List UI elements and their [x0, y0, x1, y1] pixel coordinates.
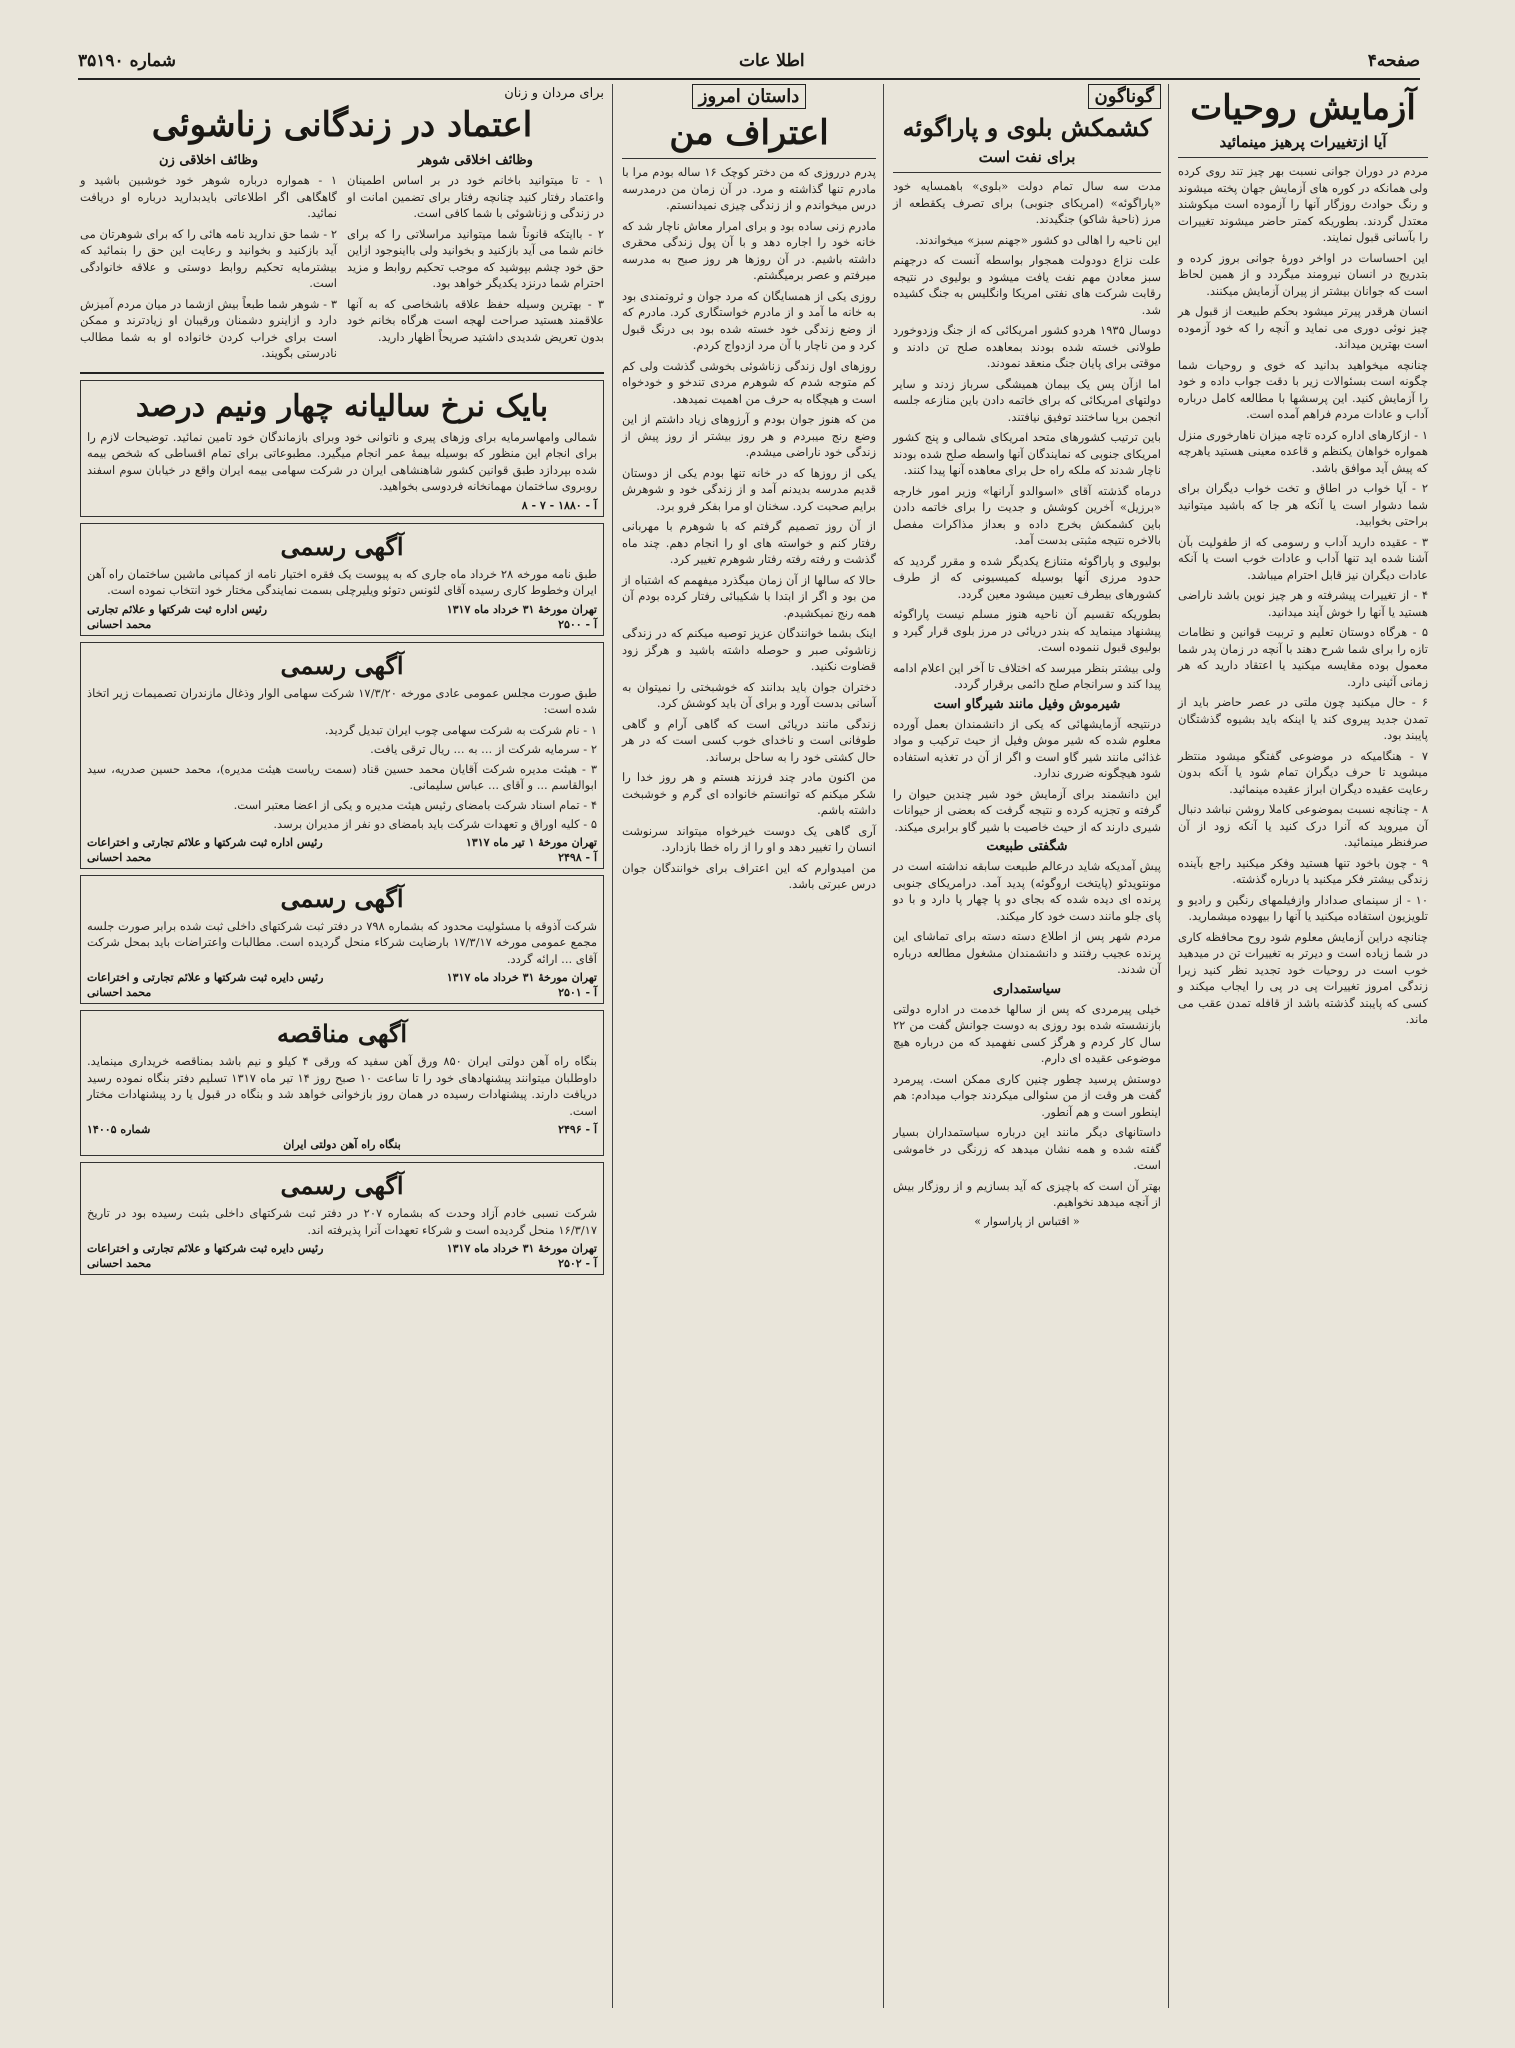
subhead-psychology: آیا ازتغییرات پرهیز مینمائید: [1219, 133, 1387, 151]
paragraph: چنانچه دراین آزمایش معلوم شود روح محافظه کاری در شما زیاده است و دیرتر به تغییرات تن در میدهید خوب است در روحیات خود تجدید نظر کنید زیرا زندگی امروز تغییرات پی در پی را ایجاب میکند و کسی که پایبند گذشته باشد از قافله تمدن عقب می ماند.: [1178, 929, 1428, 1026]
question: ۱ - ازکارهای اداره کرده تاچه میزان ناهارخوری منزل همواره خواهان یکنظم و قاعده معینی هستید یاهرچه که پیش آید موافق باشد.: [1178, 427, 1428, 475]
paragraph: مردم در دوران جوانی نسبت بهر چیز تند روی کرده ولی همانکه در کوره های آزمایش جهان پخته میشوند و رنگ حوادث روزگار آنها را آزموده است میکوشند معتدل گردند. بطوریکه کمتر حاضر میشوند تغییرات را بآسانی قبول نمایند.: [1178, 164, 1428, 244]
subhead-milk: شیرموش وفیل مانند شیرگاو است: [933, 696, 1121, 712]
notice-item: ۱ - نام شرکت به شرکت سهامی چوب ایران تبدیل گردید.: [324, 722, 597, 737]
notice-title: آگهی رسمی: [280, 1171, 404, 1200]
notice-signer: محمد احسانی: [87, 986, 152, 999]
paragraph: حالا که سالها از آن زمان میگذرد میفهمم که اشتباه از من بود و اگر از ابتدا با شکیبائی رفتار کرده بودم آن همه رنج نمیکشیدم.: [622, 572, 876, 620]
notice-signer: محمد احسانی: [87, 617, 152, 631]
notice-item: ۲ - سرمایه شرکت از ... به ... ریال ترقی یافت.: [370, 742, 597, 756]
paragraph: روزی یکی از همسایگان که مرد جوان و ثروتمندی بود به خانه ما آمد و از مادرم خواستگاری کرد. مادرم که از وضع زندگی خود خسته شده بود بی درنگ قبول کرد و من ناچار با آن مرد ازدواج کردم.: [622, 288, 876, 352]
notice-item: ۳ - هیئت مدیره شرکت آقایان محمد حسین قناد (سمت ریاست هیئت مدیره)، محمد حسین صدریه، سید ابوالقاسم ... و آقای ... عباس سلیمانی.: [87, 761, 597, 792]
top-rule: [78, 78, 1420, 80]
page-number: صفحه۴: [1367, 51, 1420, 71]
notice-date: تهران مورخهٔ ۳۱ خرداد ماه ۱۳۱۷: [446, 971, 597, 984]
question: ۷ - هنگامیکه در موضوعی گفتگو میشود منتظر میشوید تا حرف دیگران تمام شود یا آنکه بدون رعایت عقیده دیگران ابراز عقیده مینمائید.: [1178, 748, 1428, 796]
notice-signer: بنگاه راه آهن دولتی ایران: [283, 1138, 401, 1151]
headline-psychology: آزمایش روحیات: [1190, 88, 1416, 128]
notice-date: تهران مورخهٔ ۱ تیر ماه ۱۳۱۷: [465, 835, 597, 849]
husband-duties: [347, 149, 604, 366]
question: ۱۰ - از سینمای صدادار وازفیلمهای رنگین و رادیو و تلویزیون استفاده میکنید یا آنها را بیهوده میشمارید.: [1178, 892, 1428, 923]
paragraph: یکی از روزها که در خانه تنها بودم یکی از دوستان قدیم مدرسه بدیدنم آمد و از زندگی خود و شوهرش برایم صحبت کرد. سخنان او مرا بفکر فرو برد.: [622, 465, 876, 513]
notice-title: آگهی رسمی: [280, 883, 404, 913]
paragraph: داستانهای دیگر مانند این درباره سیاستمداران بسیار گفته شده و همه نشان میدهد که زرنگی در خاموشی است.: [893, 1125, 1161, 1172]
question: ۵ - هرگاه دوستان تعلیم و تربیت قوانین و نظامات تازه را برای شما شرح دهند با آنچه در زمان پدر شما معمول بوده مقایسه میکنید یا اعتقاد دارید که هر زمانی آئینی دارد.: [1178, 625, 1428, 689]
paragraph: خیلی پیرمردی که پس از سالها خدمت در اداره دولتی بازنشسته شده بود روزی به دوست جوانش گفت من ۲۲ سال کار کردم و هرگز کسی نفهمید که من درباره هیچ موضوعی عقیده ای دارم.: [893, 1001, 1161, 1065]
headline-marriage: اعتماد در زندگانی زناشوئی: [151, 105, 533, 145]
notice-title: آگهی رسمی: [280, 531, 404, 561]
notice-ref: آ - ۲۵۰۰: [558, 617, 597, 631]
paragraph: درنتیجه آزمایشهائی که یکی از دانشمندان بعمل آورده معلوم شده که شیر موش وفیل از حیث ترکیب و مواد غذائی مانند شیر گاو است و اگر از آن در تغذیه استفاده شود هیچگونه ضرری ندارد.: [893, 716, 1161, 780]
paragraph: علت نزاع دودولت همجوار بواسطه آنست که درجهنم سبز معادن مهم نفت یافت میشود و بولیوی در نتیجه رقابت شرکت های نفتی امریکا وانگلیس به جنگ کشیده شد.: [893, 253, 1161, 317]
section-kicker-varied: گوناگون: [1088, 84, 1161, 109]
tender-notice: [80, 1010, 604, 1156]
question: ۹ - چون باخود تنها هستید وفکر میکنید راجع بآینده زندگی بیشتر فکر میکنید یا درباره گذشته.: [1178, 855, 1428, 886]
duty-item: ۲ - شما حق ندارید نامه هائی را که برای شوهرتان می آید بازکنید و بخوانید و رعایت این حق را بنمائید که بیشترمایه تحکیم روابط دوستی و علاقه خانوادگی است.: [80, 226, 337, 290]
paragraph: از آن روز تصمیم گرفتم که با شوهرم با مهربانی رفتار کنم و خواسته های او را انجام دهم. چند ماه گذشت و رفته رفته رفتار شوهرم تغییر کرد.: [622, 519, 876, 566]
section-kicker-story: داستان امروز: [692, 84, 806, 109]
notice-text: طبق صورت مجلس عمومی عادی مورخه ۱۷/۳/۲۰ شرکت سهامی الوار وذغال مازندران تصمیمات زیر اتخاذ شده است:: [87, 685, 598, 716]
masthead: [78, 50, 1420, 72]
marriage-duties: [80, 149, 604, 366]
paragraph: دوسال ۱۹۳۵ هردو کشور امریکائی که از جنگ وزدوخورد طولانی خسته شده بودند بمعاهده صلح تن دادند و موقتی برای پایان جنگ منعقد نمودند.: [893, 323, 1161, 370]
notice-item: ۴ - تمام اسناد شرکت بامضای رئیس هیئت مدیره و یکی از اعضا معتبر است.: [233, 797, 597, 812]
paragraph: آری گاهی یک دوست خیرخواه میتواند سرنوشت انسان را تغییر دهد و او را از راه خطا بازدارد.: [622, 823, 876, 854]
notice-text: بنگاه راه آهن دولتی ایران ۸۵۰ ورق آهن سفید که ورقی ۴ کیلو و نیم باشد بمناقصه خریداری مینماید. داوطلبان میتوانند پیشنهادهای خود را تا ساعت ۱۰ صبح روز ۱۴ تیر ماه ۱۳۱۷ تسلیم دفتر بنگاه نموده رسید دریافت دارند. پیشنهادات رسیده در همان روز بازخوانی خواهد شد و بنگاه در قبول یا رد پیشنهادات مختار است.: [87, 1054, 597, 1118]
official-notice-2: [80, 642, 604, 869]
notice-item: ۵ - کلیه اوراق و تعهدات شرکت باید بامضای دو نفر از مدیران برسد.: [273, 817, 597, 831]
notice-ref: آ - ۲۴۹۸: [558, 850, 597, 864]
duty-item: ۱ - همواره درباره شوهر خود خوشبین باشید و گاهگاهی اگر اطلاعاتی بایدبدارید درباره او دریافت نمائید.: [80, 173, 337, 220]
notice-signer: محمد احسانی: [87, 1257, 152, 1270]
column-rule: [612, 84, 613, 2008]
headline-bolivia: کشمکش بلوی و پاراگوئه: [902, 113, 1152, 142]
column-story: [616, 84, 882, 2008]
column-rule: [883, 84, 884, 2008]
bank-headline: بایک نرخ سالیانه چهار ونیم درصد: [135, 388, 549, 424]
notice-ref: آ - ۲۵۰۱: [558, 986, 597, 999]
official-notice-4: [80, 1162, 604, 1275]
paragraph: اما ازآن پس یک بیمان همیشگی سرباز زدند و سایر دولتهای امریکائی که برای خاتمه دادن باین منازعه جلسه انجمن برپا ساختند توفیق نیافتند.: [893, 376, 1161, 424]
notice-date: تهران مورخهٔ ۳۱ خرداد ماه ۱۳۱۷: [446, 602, 597, 616]
notice-ref: آ - ۲۴۹۶: [558, 1123, 597, 1136]
official-notice-1: [80, 523, 604, 636]
paragraph: دختران جوان باید بدانند که خوشبختی را نمیتوان به آسانی بدست آورد و برای آن باید کوشش کرد.: [622, 679, 876, 710]
column-marriage-and-ads: [74, 84, 610, 2008]
subhead-husband: وظائف اخلاقی شوهر: [418, 153, 533, 168]
notice-text: طبق نامه مورخه ۲۸ خرداد ماه جاری که به پیوست یک فقره اختیار نامه از کمپانی ماشین ساختمان راه آهن ایران وخطوط کاری رسیده آقای لئونس دتوئو ویلیرچلی بسمت نمایندگی مختار خود انتخاب نموده است.: [87, 566, 597, 597]
paragraph: بهتر آن است که باچیزی که آید بسازیم و از روزگار بیش از آنچه میدهد نخواهیم.: [893, 1178, 1161, 1209]
subhead-nature: شگفتی طبیعت: [986, 839, 1068, 854]
notice-ref: آ - ۲۵۰۲: [558, 1257, 597, 1270]
duty-item: ۲ - باایتکه قانوناً شما میتوانید مراسلاتی را که برای خانم شما می آید بازکنید و بخوانید ولی بااینوجود ازاین حق خود چشم بپوشید که موجب تحکیم روابط و مزید احترام شما درنزد یکدیگر خواهد بود.: [347, 226, 604, 290]
notice-office: رئیس دایره ثبت شرکتها و علائم تجارتی و اختراعات: [87, 971, 324, 984]
paragraph: درماه گذشته آقای «اسوالدو آرانها» وزیر امور خارجه «برزیل» آخرین کوشش و جدیت را برای خاتمه دادن باین کشمکش بخرج داده و بعداز مذاکرات مفصل بالاخره نتیجه مثبتی بدست آمد.: [893, 483, 1161, 547]
paragraph: بولیوی و پاراگوئه متنازع یکدیگر شده و مقرر گردید که حدود مرزی آنها بوسیله کمیسیونی که از طرف کشورهای بیطرف تعیین میشود معین گردد.: [893, 553, 1161, 601]
question: ۶ - حال میکنید چون ملتی در عصر حاضر باید از تمدن جدید پیروی کند یا اینکه باید بشیوه گذشتگان پایبند بود.: [1178, 695, 1428, 742]
paragraph: روزهای اول زندگی زناشوئی بخوشی گذشت ولی کم کم متوجه شدم که شوهرم مردی تندخو و خودخواه است و هیچگاه به حرف من اهمیت نمیدهد.: [622, 358, 876, 406]
paragraph: مادرم زنی ساده بود و برای امرار معاش ناچار شد که خانه خود را اجاره دهد و با آن پول زندگی محقری داشته باشیم. در آن روزها هر روز صبح به مدرسه میرفتم و عصر برمیگشتم.: [622, 218, 876, 282]
paragraph: این دانشمند برای آزمایش خود شیر چندین حیوان را گرفته و تجزیه کرده و نتیجه گرفت که بعضی از حیوانات شیری دارند که از حیث خاصیت با شیر گاو برابری میکند.: [893, 786, 1161, 834]
subhead-wife: وظائف اخلاقی زن: [159, 153, 258, 168]
subhead-politics: سیاستمداری: [993, 981, 1061, 997]
duty-item: ۳ - شوهر شما طبعاً بیش ازشما در میان مردم آمیزش دارد و ازاینرو دشمنان ورقیبان او زیادترند و ممکن است برای خراب کردن خانواده او به شما مطالب نادرستی بگویند.: [80, 296, 337, 360]
official-notice-3: [80, 875, 604, 1005]
question: ۴ - از تغییرات پیشرفته و هر چیز نوین باشد ناراضی هستید یا آنها را خوش آیند میدانید.: [1178, 588, 1428, 619]
notice-text: شرکت نسبی خادم آزاد وحدت که بشماره ۲۰۷ در دفتر ثبت شرکتهای داخلی بثبت رسیده بود در تاریخ ۱۶/۳/۱۷ منحل گردیده است و شرکاء تعهدات آنرا پذیرفته اند.: [87, 1206, 597, 1237]
question: ۲ - آیا خواب در اطاق و تخت خواب دیگران برای شما دشوار است یا آنکه هر جا که باشید میتوانید براحتی بخوابید.: [1178, 481, 1428, 528]
paragraph: انسان هرقدر پیرتر میشود بحکم طبیعت از قبول هر چیز نوئی دوری می نماید و آنچه را که خود آزموده است بهترین میداند.: [1178, 304, 1428, 351]
column-psychology: [1172, 84, 1434, 2008]
headline-confession: اعتراف من: [669, 113, 829, 153]
notice-office: رئیس دایره ثبت شرکتها و علائم تجارتی و اختراعات: [87, 1242, 324, 1255]
bank-text: شمالی وامهاسرمایه برای وزهای پیری و ناتوانی خود وبرای بازماندگان خود تامین نمائید. توضیحات لازم را برای انجام این منظور که بوسیله بیمهٔ عمر انجام میگیرد. مطبوعاتی برای تمام اقساطی که شخص بیمه شده بپردازد طبق قوانین کشور شاهنشاهی ایران در شرکت سهامی بیمه ایران واقع در خیابان سوم اسفند روبروی ساختمان مهمانخانه فردوسی بخواهید.: [87, 429, 597, 493]
paragraph: این ناحیه را اهالی دو کشور «جهنم سبز» میخواندند.: [915, 232, 1161, 247]
paragraph: بطوریکه تقسیم آن ناحیه هنوز مسلم نیست پاراگوئه پیشنهاد مینماید که بندر دریائی در مرز بلوی قرار گیرد و بولیوی قبول ننموده است.: [893, 607, 1161, 654]
paragraph: من امیدوارم که این اعتراف برای خوانندگان جوان درس عبرتی باشد.: [622, 860, 876, 891]
notice-title: آگهی رسمی: [280, 650, 404, 680]
section-kicker-marriage: برای مردان و زنان: [504, 86, 604, 101]
paragraph: من اکنون مادر چند فرزند هستم و هر روز خدا را شکر میکنم که توانستم خانواده ای گرم و خوشبخت داشته باشم.: [622, 770, 876, 817]
paragraph: چنانچه میخواهید بدانید که خوی و روحیات شما چگونه است بسئوالات زیر با دقت جواب داده و خود را آزمایش کنید. این پرسشها با مطالعه کامل درباره آداب و عادات مردم فراهم آمده است.: [1178, 357, 1428, 421]
duty-item: ۱ - تا میتوانید باخانم خود در بر اساس اطمینان واعتماد رفتار کنید چنانچه رفتار برای تضمین امانت او در زندگی و زناشوئی با شما کافی است.: [347, 173, 604, 220]
paragraph: ولی بیشتر بنظر میرسد که اختلاف تا آخر این اعلام ادامه پیدا کند و سرانجام صلح دائمی برقرار گردد.: [893, 660, 1161, 691]
paragraph: مردم شهر پس از اطلاع دسته دسته برای تماشای این پرنده عجیب رفتند و دانشمندان مشغول مطالعه درباره آن شدند.: [893, 929, 1161, 976]
paragraph: پیش آمدیکه شاید درعالم طبیعت سابقه نداشته است در مونتویدئو (پایتخت اروگوئه) پدید آمد. درامریکای جنوبی پرنده ای دیده شده که بجای دو پا چهار پا دارد و با دو پای جلو مانند دست خود کار میکند.: [893, 859, 1161, 923]
wife-duties: [80, 149, 337, 366]
paper-name: اطلا عات: [739, 51, 805, 71]
duty-item: ۳ - بهترین وسیله حفظ علاقه باشخاصی که به آنها علاقمند هستید صراحت لهجه است هرگاه بخانم خود بدون تعریض شدیدی داشتید صریحاً اظهار دارید.: [347, 296, 604, 344]
paragraph: دوستش پرسید چطور چنین کاری ممکن است. پیرمرد گفت هر وقت از من سئوالی میکردند جواب میدادم: هم اینطور است و هم آنطور.: [893, 1071, 1161, 1119]
bank-advertisement: [80, 380, 604, 517]
paragraph: پدرم درروزی که من دختر کوچک ۱۶ ساله بودم مرا با مادرم تنها گذاشته و مرد. در آن زمان من درمدرسه درس میخواندم و از زندگی چیزی نمیدانستم.: [622, 165, 876, 212]
notice-office: رئیس اداره ثبت شرکتها و علائم تجارتی و اختراعات: [87, 835, 323, 849]
paragraph: باین ترتیب کشورهای متحد امریکای شمالی و پنج کشور امریکای جنوبی که نمایندگان آنها واسطه صلح شده بودند ناچار شدند که ملکه راه حل برای معاهده آنها پیدا کنند.: [893, 430, 1161, 477]
column-rule: [1168, 84, 1169, 2008]
paragraph: این احساسات در اواخر دورهٔ جوانی بروز کرده و بتدریج در انسان نیرومند میگردد و از همین لحاظ است که جوانان بیشتر از پیران آزمایش میکنند.: [1178, 250, 1428, 298]
bank-ref: آ - ۱۸۸۰ - ۷ - ۸: [521, 498, 597, 512]
question: ۳ - عقیده دارید آداب و رسومی که از طفولیت بآن آشنا شده اید تنها آداب و عادات خوب است یا آنکه عادات دیگران نیز قابل احترام میباشد.: [1178, 534, 1428, 582]
notice-title: آگهی مناقصه: [276, 1019, 408, 1048]
notice-date: تهران مورخهٔ ۳۱ خرداد ماه ۱۳۱۷: [446, 1242, 597, 1255]
paragraph: زندگی مانند دریائی است که گاهی آرام و گاهی طوفانی است و ناخدای خوب کسی است که در هر حال کشتی خود را به ساحل برساند.: [622, 716, 876, 764]
column-varied: [887, 84, 1167, 2008]
paragraph: اینک بشما خوانندگان عزیز توصیه میکنم که در زندگی زناشوئی صبر و حوصله داشته باشید و هرگز زود قضاوت نکنید.: [622, 626, 876, 673]
question: ۸ - چنانچه نسبت بموضوعی کاملا روشن نباشد دنبال آن میروید که آنرا درک کنید یا آنکه زود از آن صرفنظر مینمائید.: [1178, 802, 1428, 849]
notice-office: رئیس اداره ثبت شرکتها و علائم تجارتی: [87, 602, 268, 616]
issue-number: شماره ۳۵۱۹۰: [78, 51, 176, 71]
paragraph: من که هنوز جوان بودم و آرزوهای زیاد داشتم از این وضع رنج میبردم و هر روز بیشتر از روز پیش از زندگی خود ناراضی میشدم.: [622, 412, 876, 459]
notice-number: شماره ۱۴۰۰۵: [87, 1123, 151, 1136]
notice-signer: محمد احسانی: [87, 850, 152, 864]
notice-text: شرکت آذوقه با مسئولیت محدود که بشماره ۷۹۸ در دفتر ثبت شرکتهای داخلی ثبت شده برابر صورت جلسه مجمع عمومی مورخه ۱۷/۳/۱۷ بارضایت شرکاء منحل گردیده است. مطالبات واعتراضات باید بمحل شرکت آقای ... ارائه گردد.: [87, 918, 597, 966]
source-note: « اقتباس از پاراسوار »: [974, 1214, 1080, 1228]
paragraph: مدت سه سال تمام دولت «بلوی» باهمسایه خود «پاراگوئه» (امریکای جنوبی) برای تصرف یکقطعه از مرز (ناحیهٔ شاکو) جنگیدند.: [893, 179, 1161, 226]
subhead-bolivia: برای نفت است: [978, 148, 1076, 166]
